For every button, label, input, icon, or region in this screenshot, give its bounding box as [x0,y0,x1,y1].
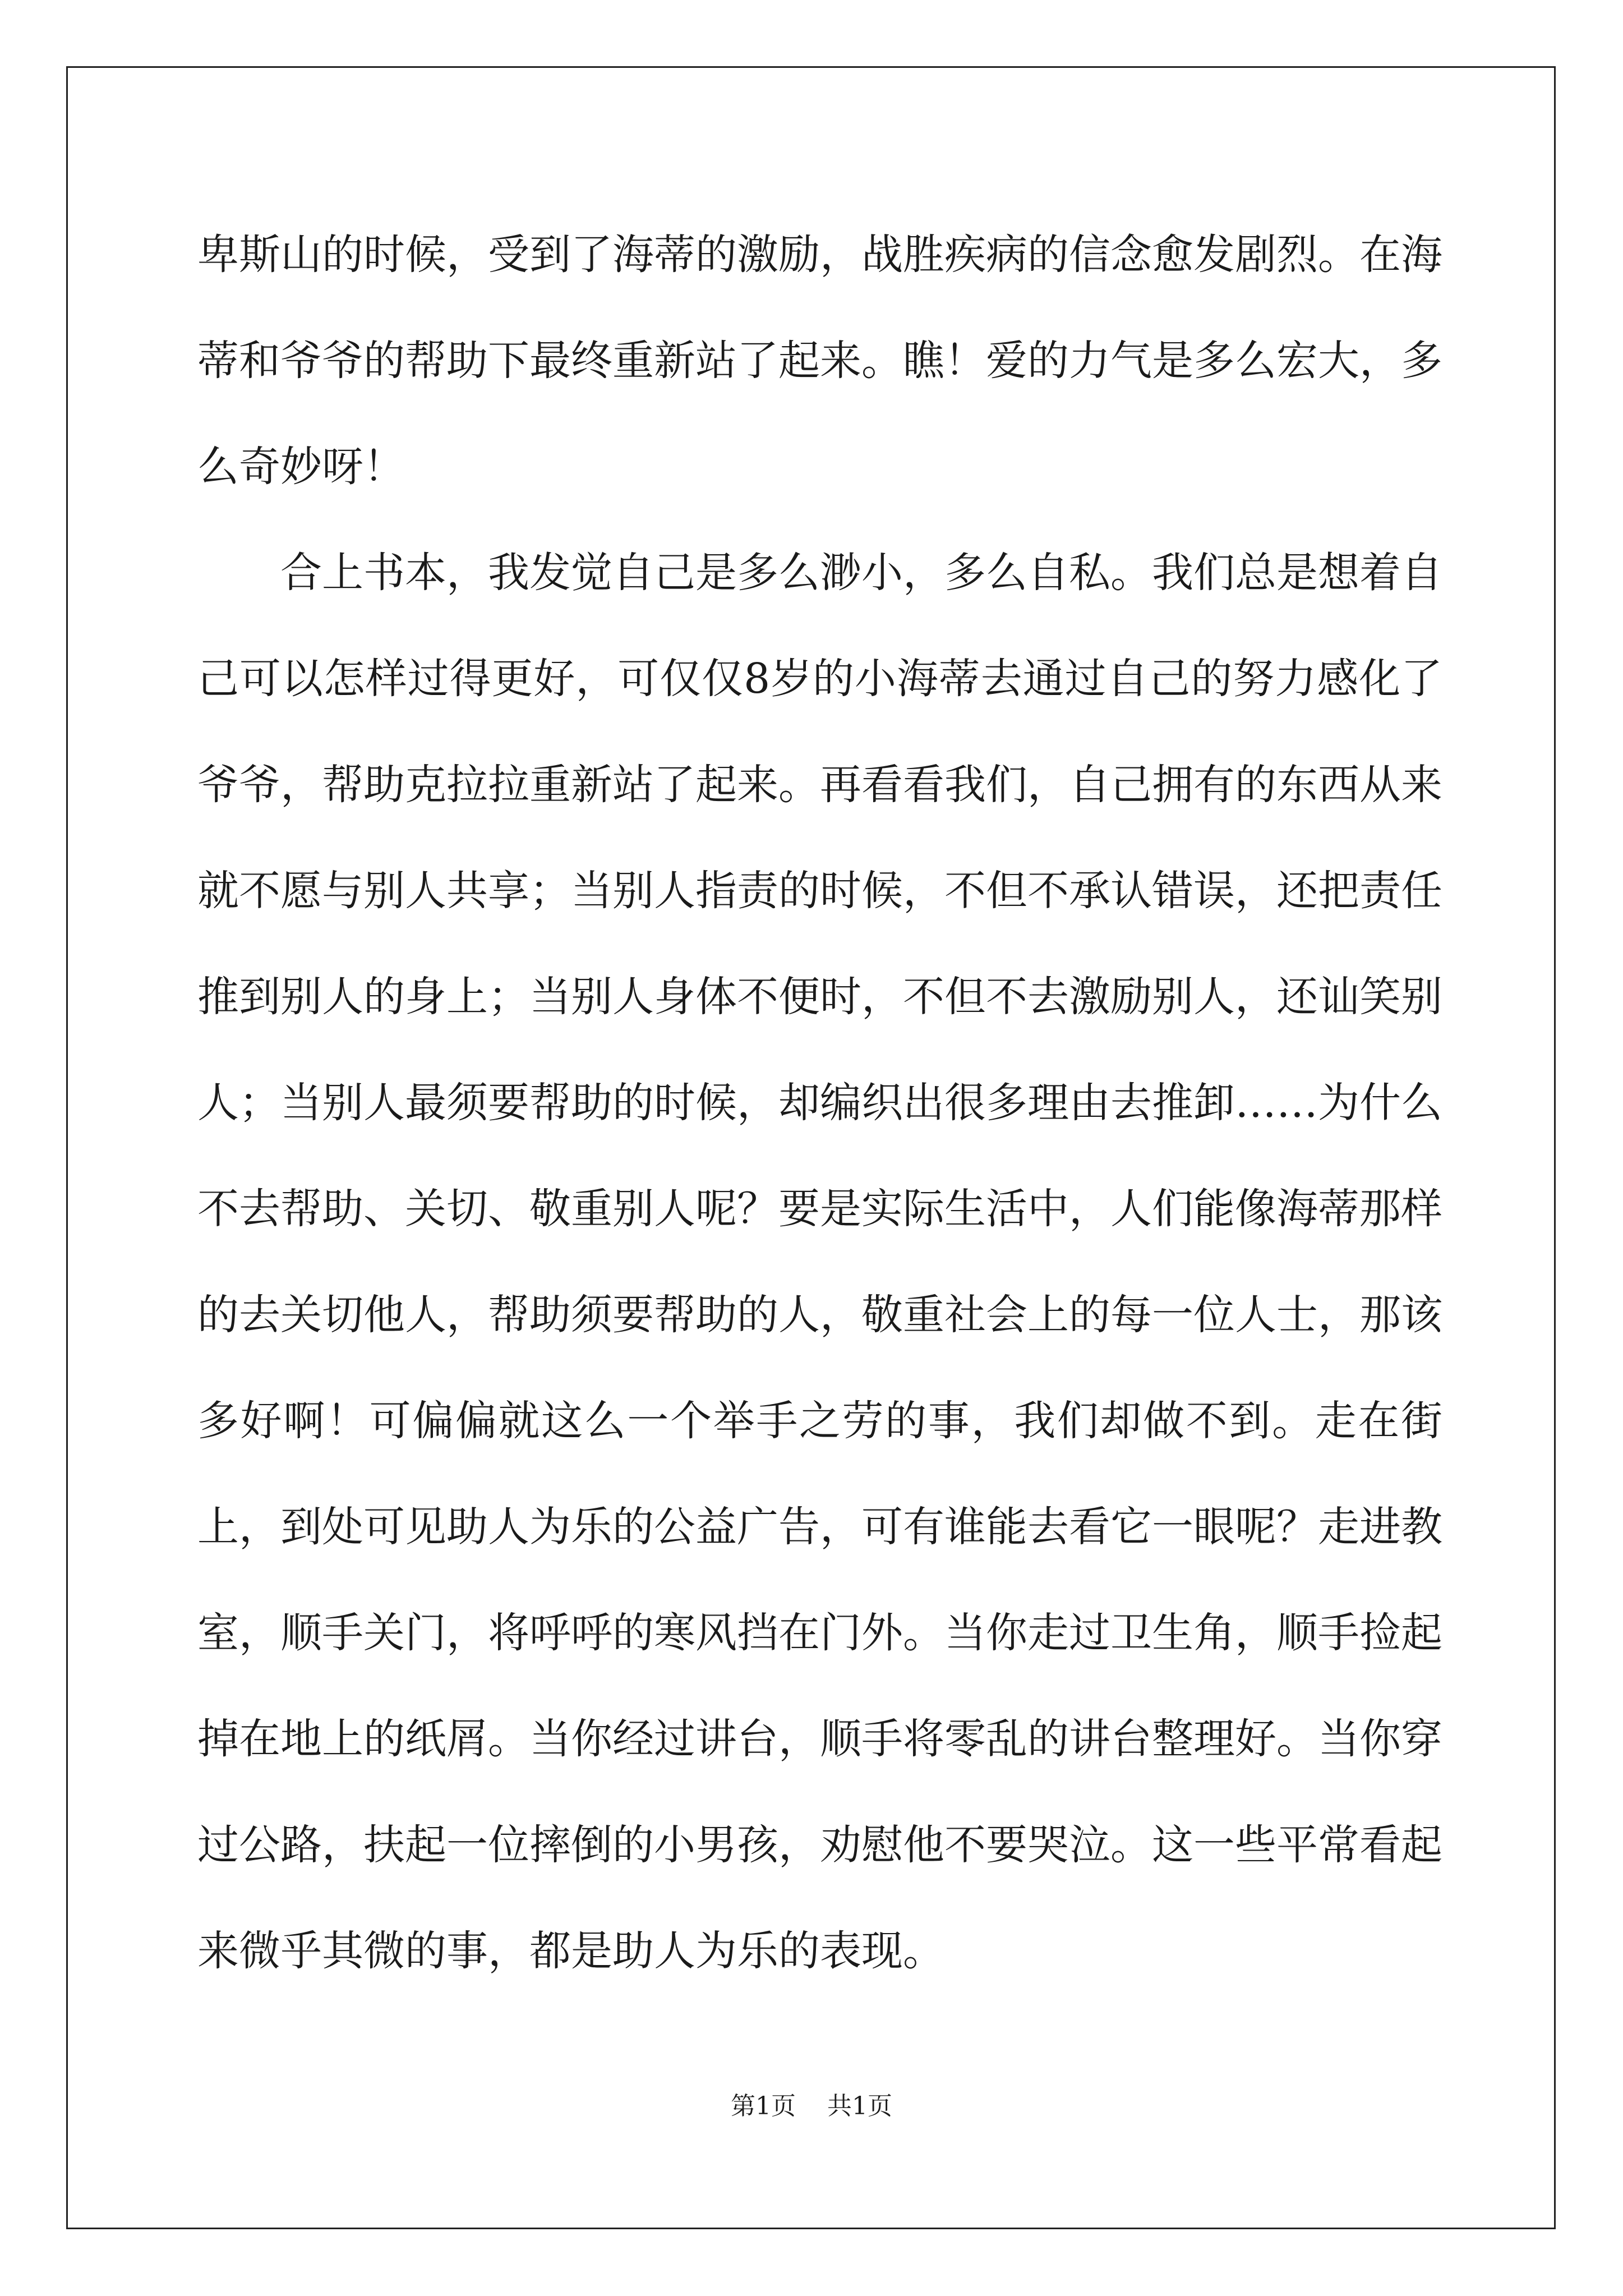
page-footer [0,2086,1623,2122]
document-body [197,202,1442,2004]
page-total: 共1页 [827,2092,892,2120]
paragraph-main: 合上书本，我发觉自己是多么渺小，多么自私。我们总是想着自己可以怎样过得更好，可仅仅8岁的小海蒂去通过自己的努力感化了爷爷，帮助克拉拉重新站了起来。再看看我们，自己拥有的东西从来就不愿与别人共享；当别人指责的时候，不但不承认错误，还把责任推到别人的身上；当别人身体不便时，不但不去激励别人，还讪笑别人；当别人最须要帮助的时候，却编织出很多理由去推卸……为什么不去帮助、关切、敬重别人呢？要是实际生活中，人们能像海蒂那样的去关切他人，帮助须要帮助的人，敬重社会上的每一位人士，那该多好啊！可偏偏就这么一个举手之劳的事，我们却做不到。走在街上，到处可见助人为乐的公益广告，可有谁能去看它一眼呢？走进教室，顺手关门，将呼呼的寒风挡在门外。当你走过卫生角，顺手捡起掉在地上的纸屑。当你经过讲台，顺手将零乱的讲台整理好。当你穿过公路，扶起一位摔倒的小男孩，劝慰他不要哭泣。这一些平常看起来微乎其微的事，都是助人为乐的表现。 [197,549,1442,1975]
paragraph-continuation: 卑斯山的时候，受到了海蒂的激励，战胜疾病的信念愈发剧烈。在海蒂和爷爷的帮助下最终重新站了起来。瞧！爱的力气是多么宏大，多么奇妙呀！ [197,231,1442,491]
page-number: 第1页 [731,2092,796,2120]
